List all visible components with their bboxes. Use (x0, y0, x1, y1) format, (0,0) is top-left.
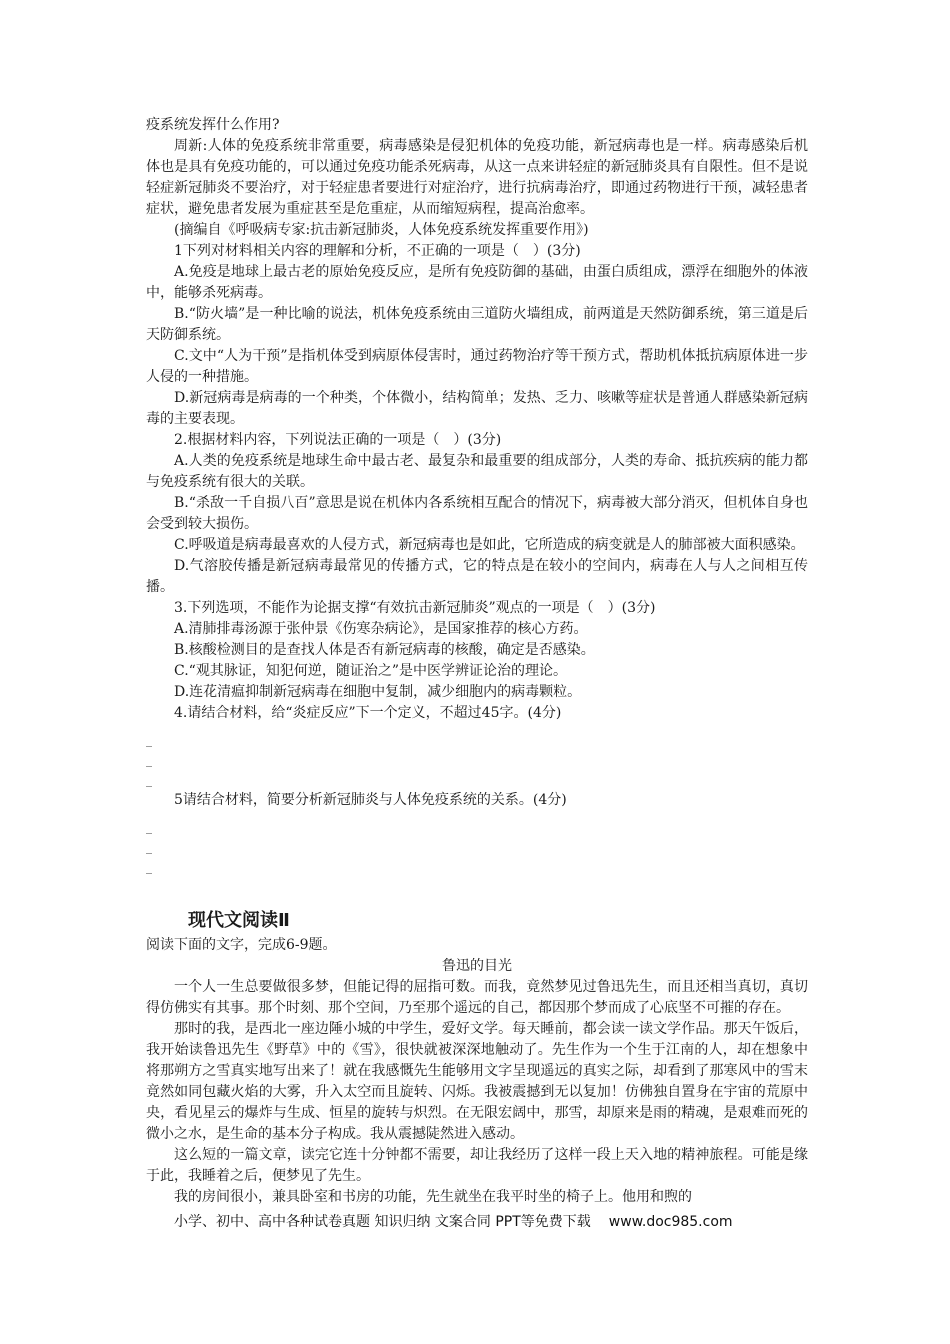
article-title: 鲁迅的目光 (442, 958, 512, 974)
question-3-stem: 3.下列选项，不能作为论据支撑“有效抗击新冠肺炎”观点的一项是（ ）(3分) (174, 600, 656, 616)
article-paragraph: 一个人一生总要做很多梦，但能记得的屈指可数。而我，竟然梦见过鲁迅先生，而且还相当真切，真切得仿佛实有其事。那个时刻、那个空间，乃至那个遥远的自己，都因那个梦而成了心底坚不可摧的存在。 (146, 979, 808, 1016)
answer-blank-line: _ (146, 753, 152, 767)
footer-text: 小学、初中、高中各种试卷真题 知识归纳 文案合同 PPT等免费下载 (174, 1214, 591, 1230)
question-2-option-a: A.人类的免疫系统是地球生命中最古老、最复杂和最重要的组成部分，人类的寿命、抵抗疾病的能力都与免疫系统有很大的关联。 (146, 453, 808, 490)
source-citation: (摘编自《呼吸病专家:抗击新冠肺炎，人体免疫系统发挥重要作用》) (174, 222, 589, 238)
answer-blank-line: _ (146, 840, 152, 854)
article-paragraph: 我的房间很小，兼具卧室和书房的功能，先生就坐在我平时坐的椅子上。他用和煦的 (174, 1189, 692, 1205)
section-instruction: 阅读下面的文字，完成6-9题。 (146, 937, 337, 953)
question-1-stem: 1下列对材料相关内容的理解和分析，不正确的一项是（ ）(3分) (174, 243, 581, 259)
continued-line: 疫系统发挥什么作用? (146, 117, 280, 133)
interview-answer: 周新:人体的免疫系统非常重要，病毒感染是侵犯机体的免疫功能，新冠病毒也是一样。病毒感染后机体也是具有免疫功能的，可以通过免疫功能杀死病毒，从这一点来讲轻症的新冠肺炎具有自限性。但不是说轻症新冠肺炎不要治疗，对于轻症患者要进行对症治疗，进行抗病毒治疗，即通过药物进行干预，减轻患者症状，避免患者发展为重症甚至是危重症，从而缩短病程，提高治愈率。 (146, 138, 808, 217)
question-2-option-c: C.呼吸道是病毒最喜欢的人侵方式，新冠病毒也是如此，它所造成的病变就是人的肺部被大面积感染。 (174, 537, 805, 553)
question-2-option-b: B.“杀敌一千自损八百”意思是说在机体内各系统相互配合的情况下，病毒被大部分消灭，但机体自身也会受到较大损伤。 (146, 495, 808, 532)
question-3-option-c: C.“观其脉证，知犯何逆，随证治之”是中医学辨证论治的理论。 (174, 663, 567, 679)
question-2-option-d: D.气溶胶传播是新冠病毒最常见的传播方式，它的特点是在较小的空间内，病毒在人与人之间相互传播。 (146, 558, 808, 595)
answer-blank-line: _ (146, 860, 152, 874)
article-paragraph: 那时的我，是西北一座边陲小城的中学生，爱好文学。每天睡前，都会读一读文学作品。那天午饭后，我开始读鲁迅先生《野草》中的《雪》，很快就被深深地触动了。先生作为一个生于江南的人，却在想象中将那朔方之雪真实地写出来了！就在我感慨先生能够用文字呈现遥远的真实之际，却看到了那寒风中的雪末竟然如同包藏火焰的大雾，升入太空而且旋转、闪烁。我被震撼到无以复加！仿佛独自置身在宇宙的荒原中央，看见星云的爆炸与生成、恒星的旋转与炽烈。在无限宏阔中，那雪，却原来是雨的精魂，是艰难而死的微小之水，是生命的基本分子构成。我从震撼陡然进入感动。 (146, 1021, 808, 1142)
article-paragraph: 这么短的一篇文章，读完它连十分钟都不需要，却让我经历了这样一段上天入地的精神旅程。可能是缘于此，我睡着之后，便梦见了先生。 (146, 1147, 808, 1184)
question-1-option-b: B.“防火墙”是一种比喻的说法，机体免疫系统由三道防火墙组成，前两道是天然防御系统，第三道是后天防御系统。 (146, 306, 808, 343)
question-4-stem: 4.请结合材料，给“炎症反应”下一个定义，不超过45字。(4分) (174, 705, 562, 721)
answer-blank-line: _ (146, 820, 152, 834)
footer-url: www.doc985.com (608, 1214, 733, 1230)
page-footer (174, 1212, 814, 1232)
question-3-option-d: D.连花清瘟抑制新冠病毒在细胞中复制，减少细胞内的病毒颗粒。 (174, 684, 582, 700)
answer-blank-line: _ (146, 733, 152, 747)
section-title: 现代文阅读Ⅱ (188, 910, 290, 931)
question-3-option-a: A.清肺排毒汤源于张仲景《伤寒杂病论》，是国家推荐的核心方药。 (174, 621, 588, 637)
question-1-option-a: A.免疫是地球上最古老的原始免疫反应，是所有免疫防御的基础，由蛋白质组成，漂浮在细胞外的体液中，能够杀死病毒。 (146, 264, 808, 301)
question-5-stem: 5请结合材料，简要分析新冠肺炎与人体免疫系统的关系。(4分) (174, 792, 567, 808)
question-1-option-c: C.文中“人为干预”是指机体受到病原体侵害时，通过药物治疗等干预方式，帮助机体抵抗病原体进一步人侵的一种措施。 (146, 348, 808, 385)
question-2-stem: 2.根据材料内容，下列说法正确的一项是（ ）(3分) (174, 432, 502, 448)
page-content (146, 115, 808, 1208)
answer-blank-line: _ (146, 773, 152, 787)
question-1-option-d: D.新冠病毒是病毒的一个种类，个体微小，结构简单；发热、乏力、咳嗽等症状是普通人群感染新冠病毒的主要表现。 (146, 390, 808, 427)
question-3-option-b: B.核酸检测目的是查找人体是否有新冠病毒的核酸，确定是否感染。 (174, 642, 595, 658)
